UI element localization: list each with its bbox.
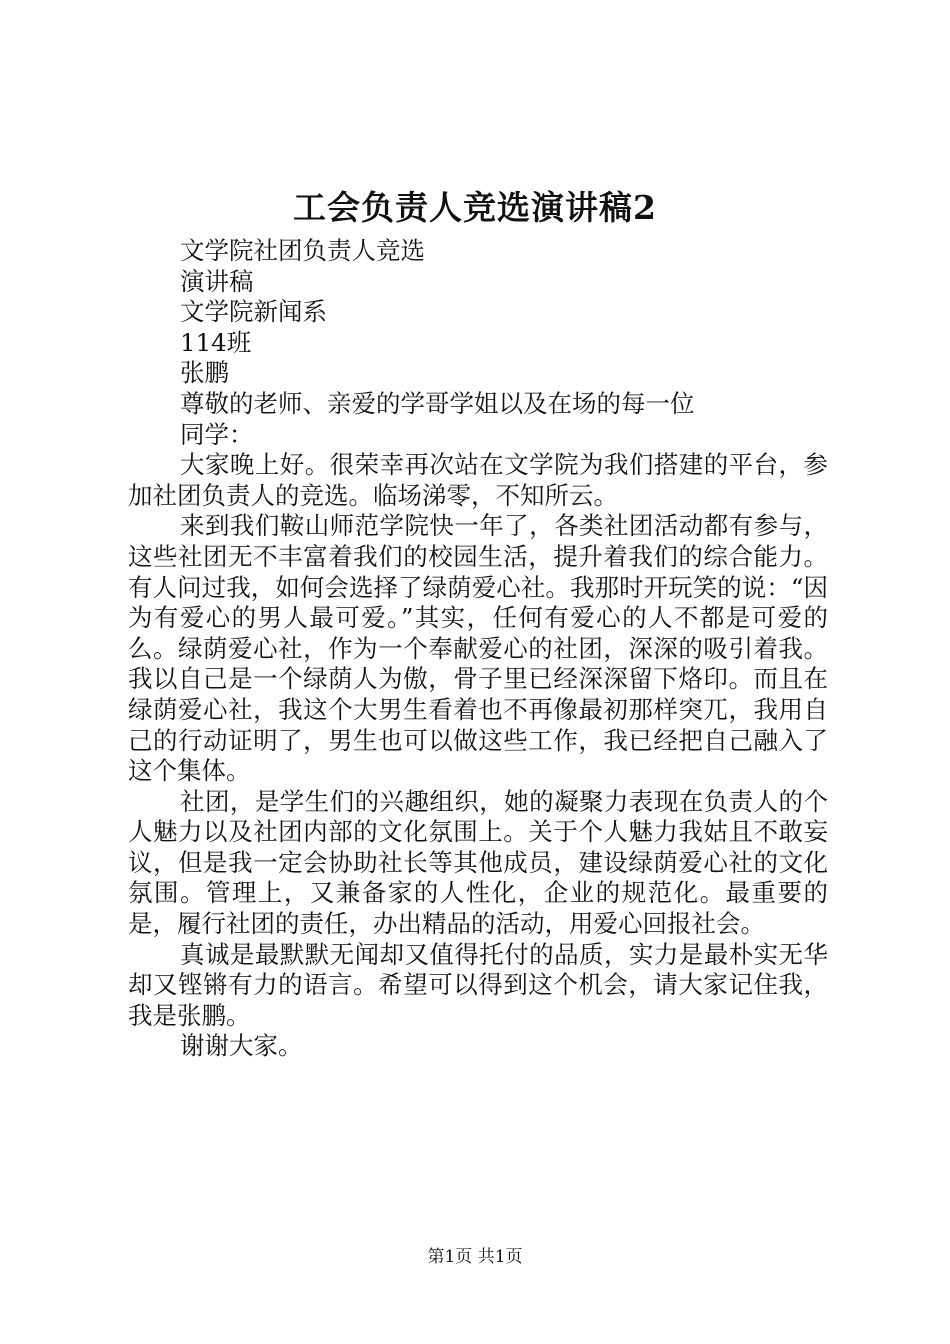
header-line-class: 114班 bbox=[180, 327, 252, 357]
header-line-author: 张鹏 bbox=[180, 358, 229, 388]
header-line-salutation-end: 同学： bbox=[180, 419, 254, 449]
paragraph-thanks: 谢谢大家。 bbox=[180, 1031, 303, 1061]
header-line-department-title: 文学院社团负责人竞选 bbox=[180, 236, 425, 265]
header-line-salutation: 尊敬的老师、亲爱的学哥学姐以及在场的每一位 bbox=[180, 388, 695, 418]
header-line-speech: 演讲稿 bbox=[180, 266, 254, 296]
document-title: 工会负责人竞选演讲稿2 bbox=[293, 188, 657, 227]
header-line-department: 文学院新闻系 bbox=[180, 297, 327, 327]
document-body bbox=[128, 236, 828, 1062]
paragraph-plans: 社团，是学生们的兴趣组织，她的凝聚力表现在负责人的个人魅力以及社团内部的文化氛围上。关于个人魅力我姑且不敢妄议，但是我一定会协助社长等其他成员，建设绿荫爱心社的文化氛围。管理上，又兼备家的人性化，企业的规范化。最重要的是，履行社团的责任，办出精品的活动，用爱心回报社会。 bbox=[128, 786, 828, 939]
page-footer: 第1页 共1页 bbox=[427, 1247, 523, 1267]
paragraph-closing: 真诚是最默默无闻却又值得托付的品质，实力是最朴实无华却又铿锵有力的语言。希望可以得到这个机会，请大家记住我，我是张鹏。 bbox=[128, 939, 828, 1030]
paragraph-experience: 来到我们鞍山师范学院快一年了，各类社团活动都有参与，这些社团无不丰富着我们的校园生活，提升着我们的综合能力。有人问过我，如何会选择了绿荫爱心社。我那时开玩笑的说：“因为有爱心的男人最可爱。”其实，任何有爱心的人不都是可爱的么。绿荫爱心社，作为一个奉献爱心的社团，深深的吸引着我。我以自己是一个绿荫人为傲，骨子里已经深深留下烙印。而且在绿荫爱心社，我这个大男生看着也不再像最初那样突兀，我用自己的行动证明了，男生也可以做这些工作，我已经把自己融入了这个集体。 bbox=[128, 511, 828, 786]
paragraph-greeting: 大家晚上好。很荣幸再次站在文学院为我们搭建的平台，参加社团负责人的竞选。临场涕零，不知所云。 bbox=[128, 450, 828, 510]
